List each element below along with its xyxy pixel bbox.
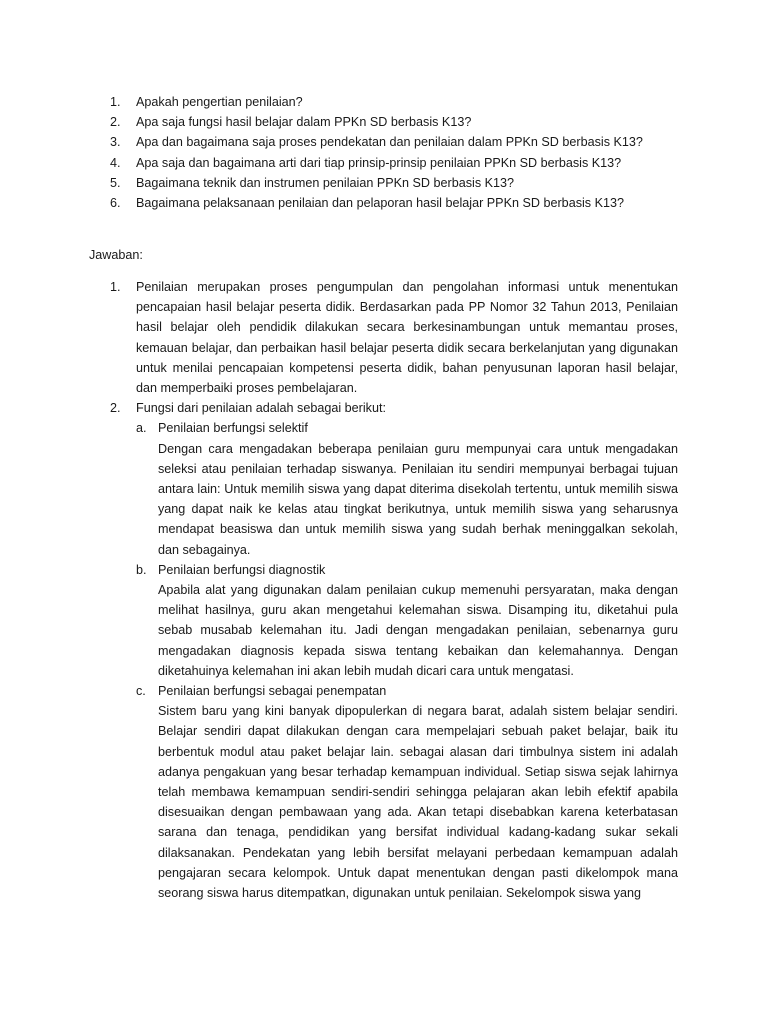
question-item	[110, 173, 710, 193]
answer-number: 1.	[110, 280, 121, 294]
function-body: Sistem baru yang kini banyak dipopulerkan di negara barat, adalah sistem belajar sendiri. Belajar sendiri dapat dilakukan dengan cara mempelajari sebuah paket belajar, baik itu berbentuk modul atau paket belajar lain. sebagai alasan dari timbulnya sistem ini adalah adanya pengakuan yang besar terhadap kemampuan individual. Setiap siswa sejak lahirnya telah membawa kemampuan sendiri-sendiri sehingga pelajaran akan lebih efektif apabila disesuaikan dengan pembawaan yang ada. Akan tetapi disebabkan karena keterbatasan sarana dan tenaga, pendidikan yang bersifat individual kadang-kadang sukar sekali dilaksanakan. Pendekatan yang lebih bersifat melayani perbedaan kemampuan adalah pengajaran secara kelompok. Untuk dapat menentukan dengan pasti dikelompok mana seorang siswa harus ditempatkan, digunakan untuk penilaian. Sekelompok siswa yang	[158, 704, 678, 901]
question-text: Apa dan bagaimana saja proses pendekatan dan penilaian dalam PPKn SD berbasis K13?	[136, 135, 643, 150]
answer-item	[110, 277, 678, 398]
question-item	[110, 153, 710, 173]
answer-list	[110, 277, 678, 903]
function-item	[136, 560, 678, 681]
answer-number: 2.	[110, 401, 121, 416]
question-text: Apakah pengertian penilaian?	[136, 95, 303, 109]
answer-text: Penilaian merupakan proses pengumpulan dan pengolahan informasi untuk menentukan pencapaian hasil belajar peserta didik. Berdasarkan pada PP Nomor 32 Tahun 2013, Penilaian hasil belajar oleh pendidik dilakukan secara berkesinambungan untuk memantau proses, kemauan belajar, dan perbaikan hasil belajar peserta didik secara berkelanjutan yang digunakan untuk menilai pencapaian kompetensi peserta didik, bahan penyusunan laporan hasil belajar, dan memperbaiki proses pembelajaran.	[136, 280, 678, 396]
function-letter: b.	[136, 562, 147, 577]
function-body: Dengan cara mengadakan beberapa penilaian guru mempunyai cara untuk mengadakan seleksi atau penilaian terhadap siswanya. Penilaian itu sendiri mempunyai berbagai tujuan antara lain: Untuk memilih siswa yang dapat diterima disekolah tertentu, untuk memilih siswa yang dapat naik ke kelas atau tingkat berikutnya, untuk memilih siswa yang seharusnya mendapat beasiswa dan untuk memilih siswa yang sudah berhak meninggalkan sekolah, dan sebagainya.	[158, 441, 678, 557]
function-item	[136, 681, 678, 903]
function-letter: a.	[136, 421, 147, 436]
function-title: Penilaian berfungsi selektif	[158, 421, 308, 436]
question-number: 5.	[110, 175, 121, 190]
answer-item	[110, 398, 678, 903]
function-title: Penilaian berfungsi sebagai penempatan	[158, 684, 387, 699]
question-item	[110, 132, 710, 152]
function-title: Penilaian berfungsi diagnostik	[158, 562, 326, 577]
question-text: Apa saja dan bagaimana arti dari tiap prinsip-prinsip penilaian PPKn SD berbasis K13?	[136, 155, 622, 170]
function-item	[136, 418, 678, 559]
function-body: Apabila alat yang digunakan dalam penilaian cukup memenuhi persyaratan, maka dengan melihat hasilnya, guru akan mengetahui kelemahan siswa. Disamping itu, diketahui pula sebab musabab kelemahan itu. Jadi dengan mengadakan penilaian, sebenarnya guru mengadakan diagnosis kepada siswa tentang kebaikan dan kelemahannya. Dengan diketahuinya kelemahan ini akan lebih mudah dicari cara untuk mengatasi.	[158, 583, 678, 678]
question-item	[110, 193, 710, 213]
answers-heading: Jawaban:	[89, 248, 143, 262]
question-text: Bagaimana pelaksanaan penilaian dan pelaporan hasil belajar PPKn SD berbasis K13?	[136, 196, 624, 211]
question-item	[110, 92, 710, 112]
question-text: Apa saja fungsi hasil belajar dalam PPKn SD berbasis K13?	[136, 115, 472, 130]
question-text: Bagaimana teknik dan instrumen penilaian PPKn SD berbasis K13?	[136, 175, 515, 190]
question-number: 3.	[110, 135, 121, 150]
function-letter: c.	[136, 684, 146, 699]
question-number: 6.	[110, 196, 121, 211]
answer-intro: Fungsi dari penilaian adalah sebagai berikut:	[136, 401, 386, 416]
question-item	[110, 112, 710, 132]
question-number: 2.	[110, 115, 121, 130]
question-list	[110, 92, 710, 213]
question-number: 1.	[110, 95, 121, 109]
question-number: 4.	[110, 155, 121, 170]
